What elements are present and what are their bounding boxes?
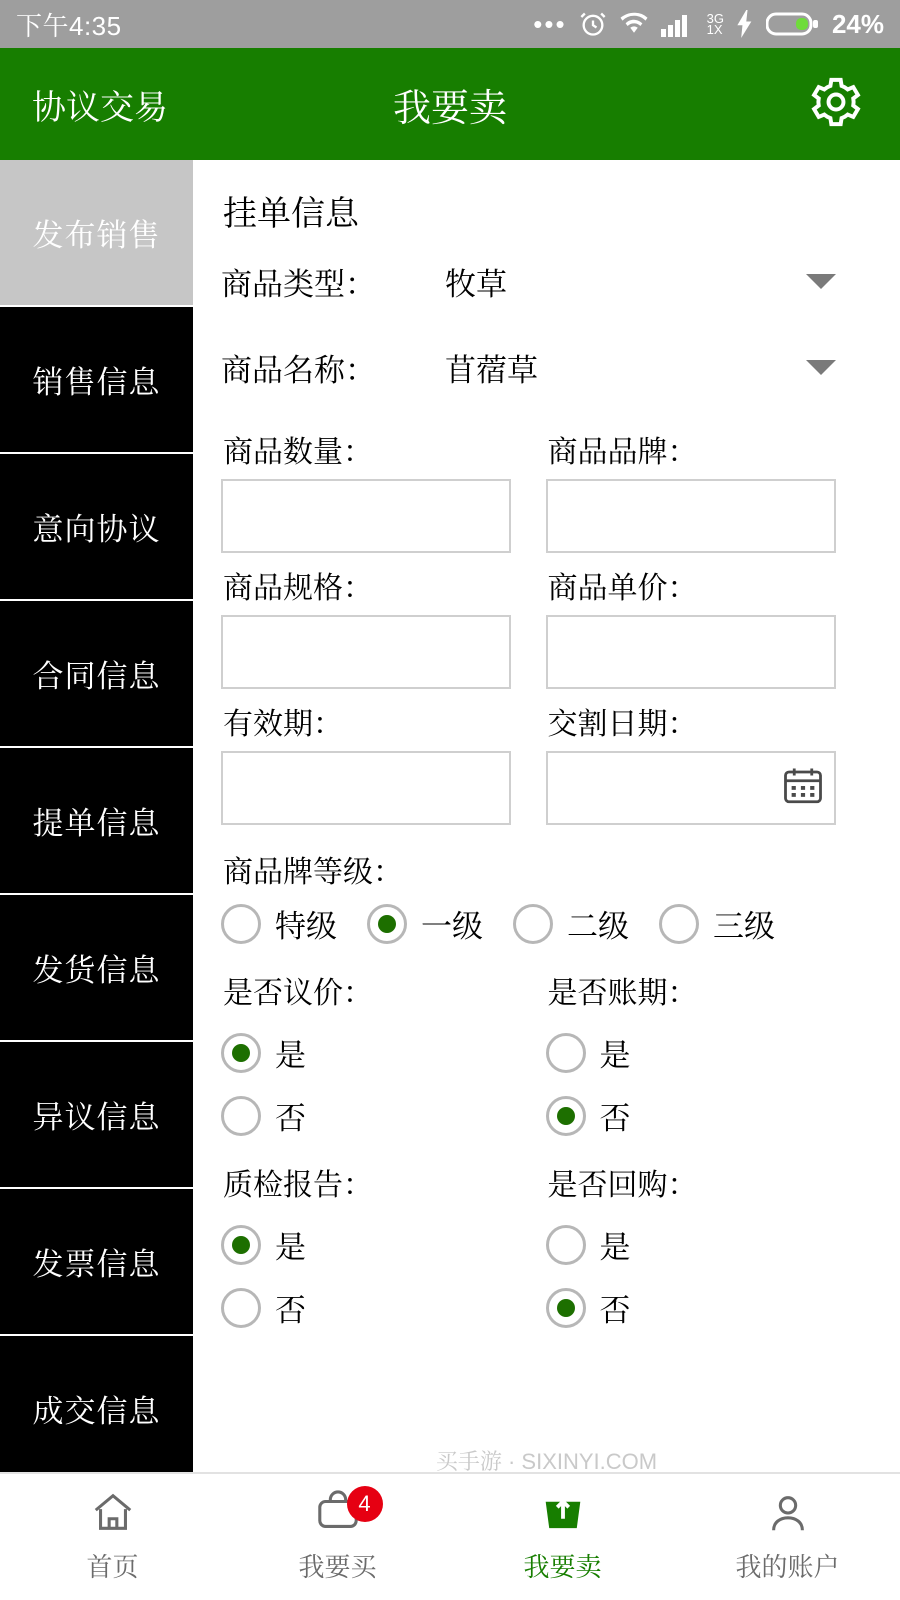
group-negotiable: [221, 946, 546, 1138]
delivery-date-input[interactable]: [546, 751, 836, 825]
quality-report-label: 质检报告：: [223, 1169, 373, 1202]
radio-icon[interactable]: [659, 904, 699, 944]
buyback-option-no[interactable]: [546, 1285, 871, 1330]
group-row-report-buyback: [221, 1138, 870, 1330]
field-row-validity-delivery: [221, 689, 870, 825]
radio-icon[interactable]: [221, 904, 261, 944]
credit-term-label: 是否账期：: [547, 977, 698, 1010]
radio-icon[interactable]: [221, 1225, 261, 1265]
buyback-option-yes[interactable]: [546, 1222, 871, 1267]
bottom-tab-bar[interactable]: [0, 1472, 900, 1600]
field-quantity: [221, 417, 546, 553]
radio-icon[interactable]: [221, 1096, 261, 1136]
grade-option-label: 二级: [567, 909, 629, 944]
home-icon: [89, 1490, 137, 1541]
charging-icon: [736, 10, 754, 38]
tab-account-label: 我的账户: [735, 1552, 840, 1582]
negotiable-yes-label: 是: [275, 1038, 306, 1073]
quality-report-no-label: 否: [275, 1293, 306, 1328]
grade-option-third[interactable]: [659, 901, 781, 946]
more-dots-icon: •••: [533, 9, 567, 39]
brand-input[interactable]: [546, 479, 836, 553]
sidebar-item-invoice[interactable]: 发票信息: [0, 1189, 193, 1336]
title-bar: [0, 48, 900, 160]
radio-icon[interactable]: [513, 904, 553, 944]
grade-option-label: 三级: [713, 909, 775, 944]
group-quality-report: [221, 1138, 546, 1330]
page-title: 我要卖: [392, 87, 507, 130]
quantity-label: 商品数量：: [223, 436, 373, 469]
sidebar-item-intent[interactable]: 意向协议: [0, 454, 193, 601]
group-row-negotiable-credit: [221, 946, 870, 1138]
tab-home-label: 首页: [86, 1552, 139, 1582]
sell-cart-icon: [539, 1490, 587, 1541]
status-clock: 下午4:35: [16, 10, 122, 41]
buyback-no-label: 否: [599, 1293, 631, 1328]
delivery-date-label: 交割日期：: [547, 708, 698, 741]
quality-report-yes-label: 是: [275, 1230, 306, 1265]
tab-buy-label: 我要买: [298, 1552, 377, 1582]
grade-option-first[interactable]: [367, 901, 489, 946]
network-type-label: 3G 1X: [706, 11, 724, 37]
tab-home[interactable]: [0, 1474, 225, 1600]
product-name-select[interactable]: [221, 331, 870, 403]
group-buyback: [546, 1138, 871, 1330]
radio-icon[interactable]: [221, 1033, 261, 1073]
brand-label: 商品品牌：: [547, 436, 698, 469]
radio-icon[interactable]: [546, 1033, 586, 1073]
sidebar-item-deal[interactable]: 成交信息: [0, 1336, 193, 1472]
main-body: [0, 160, 900, 1472]
quality-report-option-yes[interactable]: [221, 1222, 546, 1267]
product-type-label: 商品类型：: [221, 266, 376, 302]
tab-sell[interactable]: [450, 1474, 675, 1600]
field-row-quantity-brand: [221, 417, 870, 553]
tab-buy-badge: 4: [347, 1486, 383, 1522]
battery-percent: 24%: [831, 8, 884, 39]
sidebar-item-contract[interactable]: 合同信息: [0, 601, 193, 748]
product-type-value: 牧草: [445, 266, 507, 302]
negotiable-no-label: 否: [275, 1101, 306, 1136]
form-panel: [193, 160, 900, 1472]
field-brand: [546, 417, 871, 553]
radio-icon[interactable]: [546, 1096, 586, 1136]
quality-report-option-no[interactable]: [221, 1285, 546, 1330]
spec-input[interactable]: [221, 615, 511, 689]
field-validity: [221, 689, 546, 825]
back-button[interactable]: 协议交易: [32, 88, 168, 127]
gear-icon[interactable]: [808, 74, 864, 135]
sidebar-item-bill[interactable]: 提单信息: [0, 748, 193, 895]
alarm-icon: [579, 10, 607, 38]
radio-icon[interactable]: [367, 904, 407, 944]
grade-option-label: 一级: [421, 909, 483, 944]
grade-label: 商品牌等级：: [223, 856, 403, 889]
quantity-input[interactable]: [221, 479, 511, 553]
validity-label: 有效期：: [223, 708, 343, 741]
sidebar-item-shipping[interactable]: 发货信息: [0, 895, 193, 1042]
wifi-icon: [619, 12, 649, 36]
spec-label: 商品规格：: [223, 572, 373, 605]
credit-term-option-yes[interactable]: [546, 1030, 871, 1075]
field-spec: [221, 553, 546, 689]
negotiable-label: 是否议价：: [223, 977, 373, 1010]
negotiable-option-no[interactable]: [221, 1093, 546, 1138]
status-bar: [0, 0, 900, 48]
sidebar-item-dispute[interactable]: 异议信息: [0, 1042, 193, 1189]
battery-icon: [766, 10, 820, 38]
negotiable-option-yes[interactable]: [221, 1030, 546, 1075]
radio-icon[interactable]: [546, 1225, 586, 1265]
grade-option-label: 特级: [275, 909, 337, 944]
credit-term-yes-label: 是: [599, 1038, 631, 1073]
unit-price-input[interactable]: [546, 615, 836, 689]
chevron-down-icon[interactable]: [806, 360, 836, 375]
group-credit-term: [546, 946, 871, 1138]
person-icon: [764, 1490, 812, 1541]
tab-sell-label: 我要卖: [523, 1552, 602, 1582]
unit-price-label: 商品单价：: [547, 572, 698, 605]
sidebar-item-publish[interactable]: 发布销售: [0, 160, 193, 307]
credit-term-no-label: 否: [599, 1101, 631, 1136]
status-icons: [533, 9, 884, 40]
field-delivery-date: [546, 689, 871, 825]
grade-radio-group[interactable]: [221, 901, 870, 946]
grade-option-special[interactable]: [221, 901, 343, 946]
validity-input[interactable]: [221, 751, 511, 825]
radio-icon[interactable]: [546, 1288, 586, 1328]
product-type-select[interactable]: [221, 245, 870, 317]
signal-icon: [661, 11, 695, 37]
field-unit-price: [546, 553, 871, 689]
section-title: 挂单信息: [223, 195, 359, 233]
sidebar-item-sales[interactable]: 销售信息: [0, 307, 193, 454]
tab-buy[interactable]: [225, 1474, 450, 1600]
buyback-yes-label: 是: [599, 1230, 631, 1265]
grade-option-second[interactable]: [513, 901, 635, 946]
calendar-icon[interactable]: [782, 766, 824, 811]
product-name-value: 苜蓿草: [445, 352, 538, 388]
credit-term-option-no[interactable]: [546, 1093, 871, 1138]
sidebar[interactable]: [0, 160, 193, 1472]
watermark: 买手游 · SIXINYI.COM: [435, 1449, 658, 1472]
product-name-label: 商品名称：: [221, 352, 376, 388]
radio-icon[interactable]: [221, 1288, 261, 1328]
buyback-label: 是否回购：: [547, 1169, 698, 1202]
field-row-spec-price: [221, 553, 870, 689]
tab-account[interactable]: [675, 1474, 900, 1600]
chevron-down-icon[interactable]: [806, 274, 836, 289]
